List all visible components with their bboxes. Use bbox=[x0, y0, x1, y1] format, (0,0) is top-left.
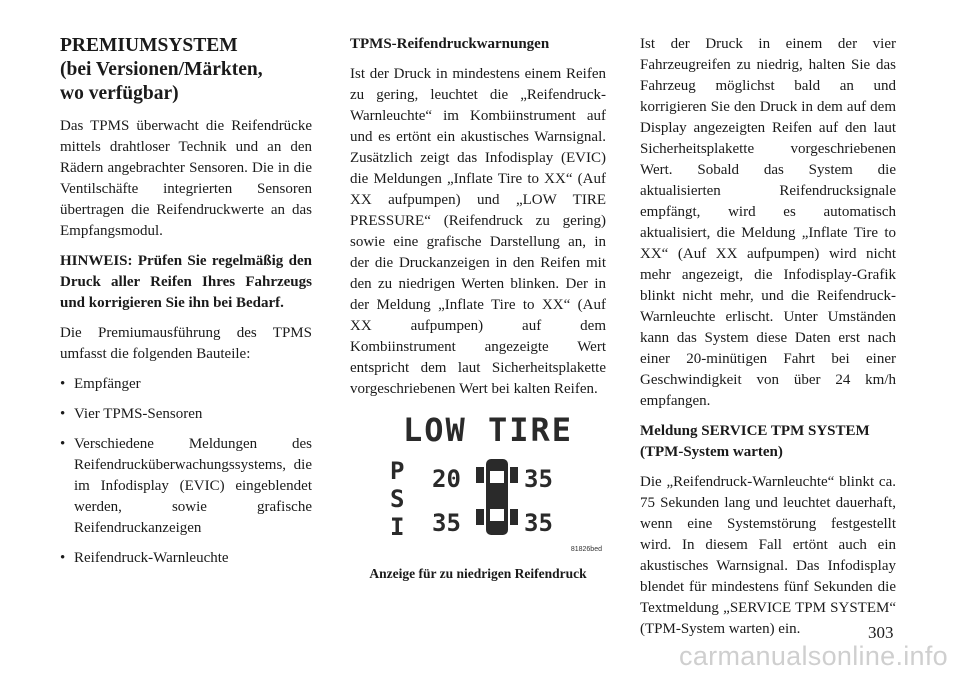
middle-column bbox=[350, 34, 606, 583]
note-paragraph: HINWEIS: Prüfen Sie regelmäßig den Druck aller Reifen Ihres Fahrzeugs und korrigieren Sie ihn bei Bedarf. bbox=[60, 253, 312, 311]
watermark: carmanualsonline.info bbox=[679, 641, 948, 671]
rear-right-pressure: 35 bbox=[524, 509, 553, 537]
side-letter-s: S bbox=[390, 485, 405, 513]
components-list bbox=[60, 374, 312, 569]
pressure-correction-paragraph: Ist der Druck in einem der vier Fahrzeugreifen zu niedrig, halten Sie das Fahrzeug möglichst bald an und korrigieren Sie den Druck in dem auf dem Display angezeigten Reifen auf den laut Sicherheitsplakette vorgeschriebenen Wert. Sobald das System die aktualisierten Reifendrucksignale empfängt, wird es automatisch aktualisiert, die Meldung „Inflate Tire to XX“ (Auf XX aufpumpen) wird nicht mehr angezeigt, die Infodisplay-Grafik blinkt nicht mehr, und die Reifendruck-Warnleuchte erlischt. Unter Umständen kann das System diese Daten erst nach einer 20-minütigen Fahrt bei einer Geschwindigkeit von über 24 km/h empfangen. bbox=[640, 36, 896, 409]
title-line-3: wo verfügbar) bbox=[60, 83, 179, 104]
intro-paragraph: Das TPMS überwacht die Reifendrücke mittels drahtloser Technik und an den Rädern angebrachter Sensoren. Die in die Ventilschäfte integrierten Sensoren übertragen die Reifendruckwerte an das Empfangsmodul. bbox=[60, 118, 312, 239]
warnings-heading: TPMS-Reifendruckwarnungen bbox=[350, 36, 550, 52]
warnings-paragraph: Ist der Druck in mindestens einem Reifen zu gering, leuchtet die „Reifendruck-Warnleuchte“ im Kombiinstrument auf und es ertönt ein akustisches Warnsignal. Zusätzlich zeigt das Infodisplay (EVIC) die Meldungen „Inflate Tire to XX“ (Auf XX aufpumpen) und „LOW TIRE PRESSURE“ (Reifendruck zu gering) sowie eine grafische Darstellung an, in der die Druckanzeigen in den Reifen mit den zu niedrigen Werten blinken. Der in der Meldung „Inflate Tire to XX“ (Auf XX aufpumpen) auf dem Kombiinstrument angezeigte Wert entspricht dem laut Sicherheitsplakette vorgeschriebenen Wert bei kalten Reifen. bbox=[350, 66, 606, 397]
rear-left-pressure: 35 bbox=[432, 509, 461, 537]
low-tire-display bbox=[350, 409, 606, 557]
side-letter-i: I bbox=[390, 513, 405, 541]
figure-code: 81826bed bbox=[570, 546, 602, 553]
right-column bbox=[640, 34, 896, 649]
list-item: • Empfänger bbox=[60, 374, 312, 395]
front-left-pressure: 20 bbox=[432, 465, 461, 493]
vehicle-outline-icon bbox=[476, 459, 518, 535]
low-tire-figure bbox=[350, 409, 606, 557]
components-intro: Die Premiumausführung des TPMS umfasst die folgenden Bauteile: bbox=[60, 325, 312, 362]
service-heading: Meldung SERVICE TPM SYSTEM (TPM-System warten) bbox=[640, 423, 870, 460]
left-column bbox=[60, 34, 312, 578]
list-item: • Verschiedene Meldungen des Reifendrucküberwachungssystems, die im Infodisplay (EVIC) eingeblendet werden, sowie grafische Reifendruckanzeigen bbox=[60, 434, 312, 539]
figure-caption: Anzeige für zu niedrigen Reifendruck bbox=[369, 566, 587, 581]
title-line-1: PREMIUMSYSTEM bbox=[60, 35, 238, 56]
title-line-2: (bei Versionen/Märkten, bbox=[60, 59, 263, 80]
list-item: • Reifendruck-Warnleuchte bbox=[60, 548, 312, 569]
service-paragraph: Die „Reifendruck-Warnleuchte“ blinkt ca. 75 Sekunden lang und leuchtet dauerhaft, wenn eine Systemstörung festgestellt wird. In diesem Fall ertönt auch ein akustisches Warnsignal. Das Infodisplay blendet für mindestens fünf Sekunden die Textmeldung „SERVICE TPM SYSTEM“ (TPM-System warten) ein. bbox=[640, 474, 896, 637]
display-title: LOW TIRE bbox=[402, 411, 574, 449]
front-right-pressure: 35 bbox=[524, 465, 553, 493]
section-title bbox=[60, 34, 312, 106]
side-letter-p: P bbox=[390, 457, 405, 485]
page-number: 303 bbox=[868, 623, 894, 642]
list-item: • Vier TPMS-Sensoren bbox=[60, 404, 312, 425]
